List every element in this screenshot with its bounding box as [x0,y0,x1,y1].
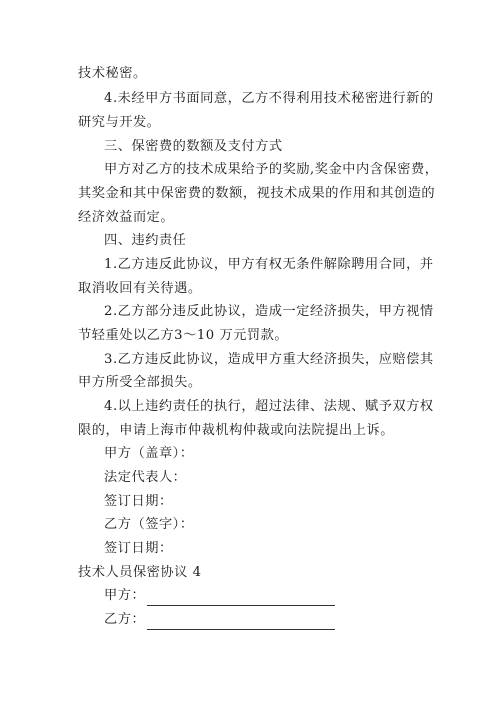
section-heading: 三、保密费的数额及支付方式 [104,139,283,154]
text-line: 其奖金和其中保密费的数额，视技术成果的作用和其创造的 [78,186,436,201]
party-a-label: 甲方： [104,588,146,603]
text-line: 经济效益而定。 [78,210,175,225]
section-heading: 四、违约责任 [104,233,187,248]
text-line: 取消收回有关待遇。 [78,281,202,296]
text-line: 4.未经甲方书面同意，乙方不得利用技术秘密进行新的 [104,91,434,106]
text-line: 节轻重处以乙方3～10 万元罚款。 [78,328,289,343]
text-line: 1.乙方违反此协议，甲方有权无条件解除聘用合同，并 [104,257,434,272]
text-line: 研究与开发。 [78,115,161,130]
text-line: 2.乙方部分违反此协议，造成一定经济损失，甲方视情 [104,304,434,319]
party-b-signature-label: 乙方（签字）： [104,517,194,532]
party-a-seal-label: 甲方（盖章）： [104,446,194,461]
party-b-label: 乙方： [104,612,146,627]
text-line: 技术秘密。 [78,66,147,81]
agreement-title: 技术人员保密协议 4 [78,565,202,580]
text-line: 3.乙方违反此协议，造成甲方重大经济损失，应赔偿其 [104,352,434,367]
text-line: 甲方所受全部损失。 [78,375,202,390]
text-line: 限的，申请上海市仲裁机构仲裁或向法院提出上诉。 [78,423,394,438]
text-line: 4.以上违约责任的执行，超过法律、法规、赋予双方权 [104,399,434,414]
party-b-blank-line [147,615,335,630]
signing-date-label: 签订日期： [104,541,173,556]
party-b-field [104,610,454,630]
signing-date-label: 签订日期： [104,494,173,509]
text-line: 甲方对乙方的技术成果给予的奖励,奖金中内含保密费， [104,162,439,177]
party-a-field [104,586,454,606]
legal-representative-label: 法定代表人： [104,470,187,485]
party-a-blank-line [147,591,335,606]
